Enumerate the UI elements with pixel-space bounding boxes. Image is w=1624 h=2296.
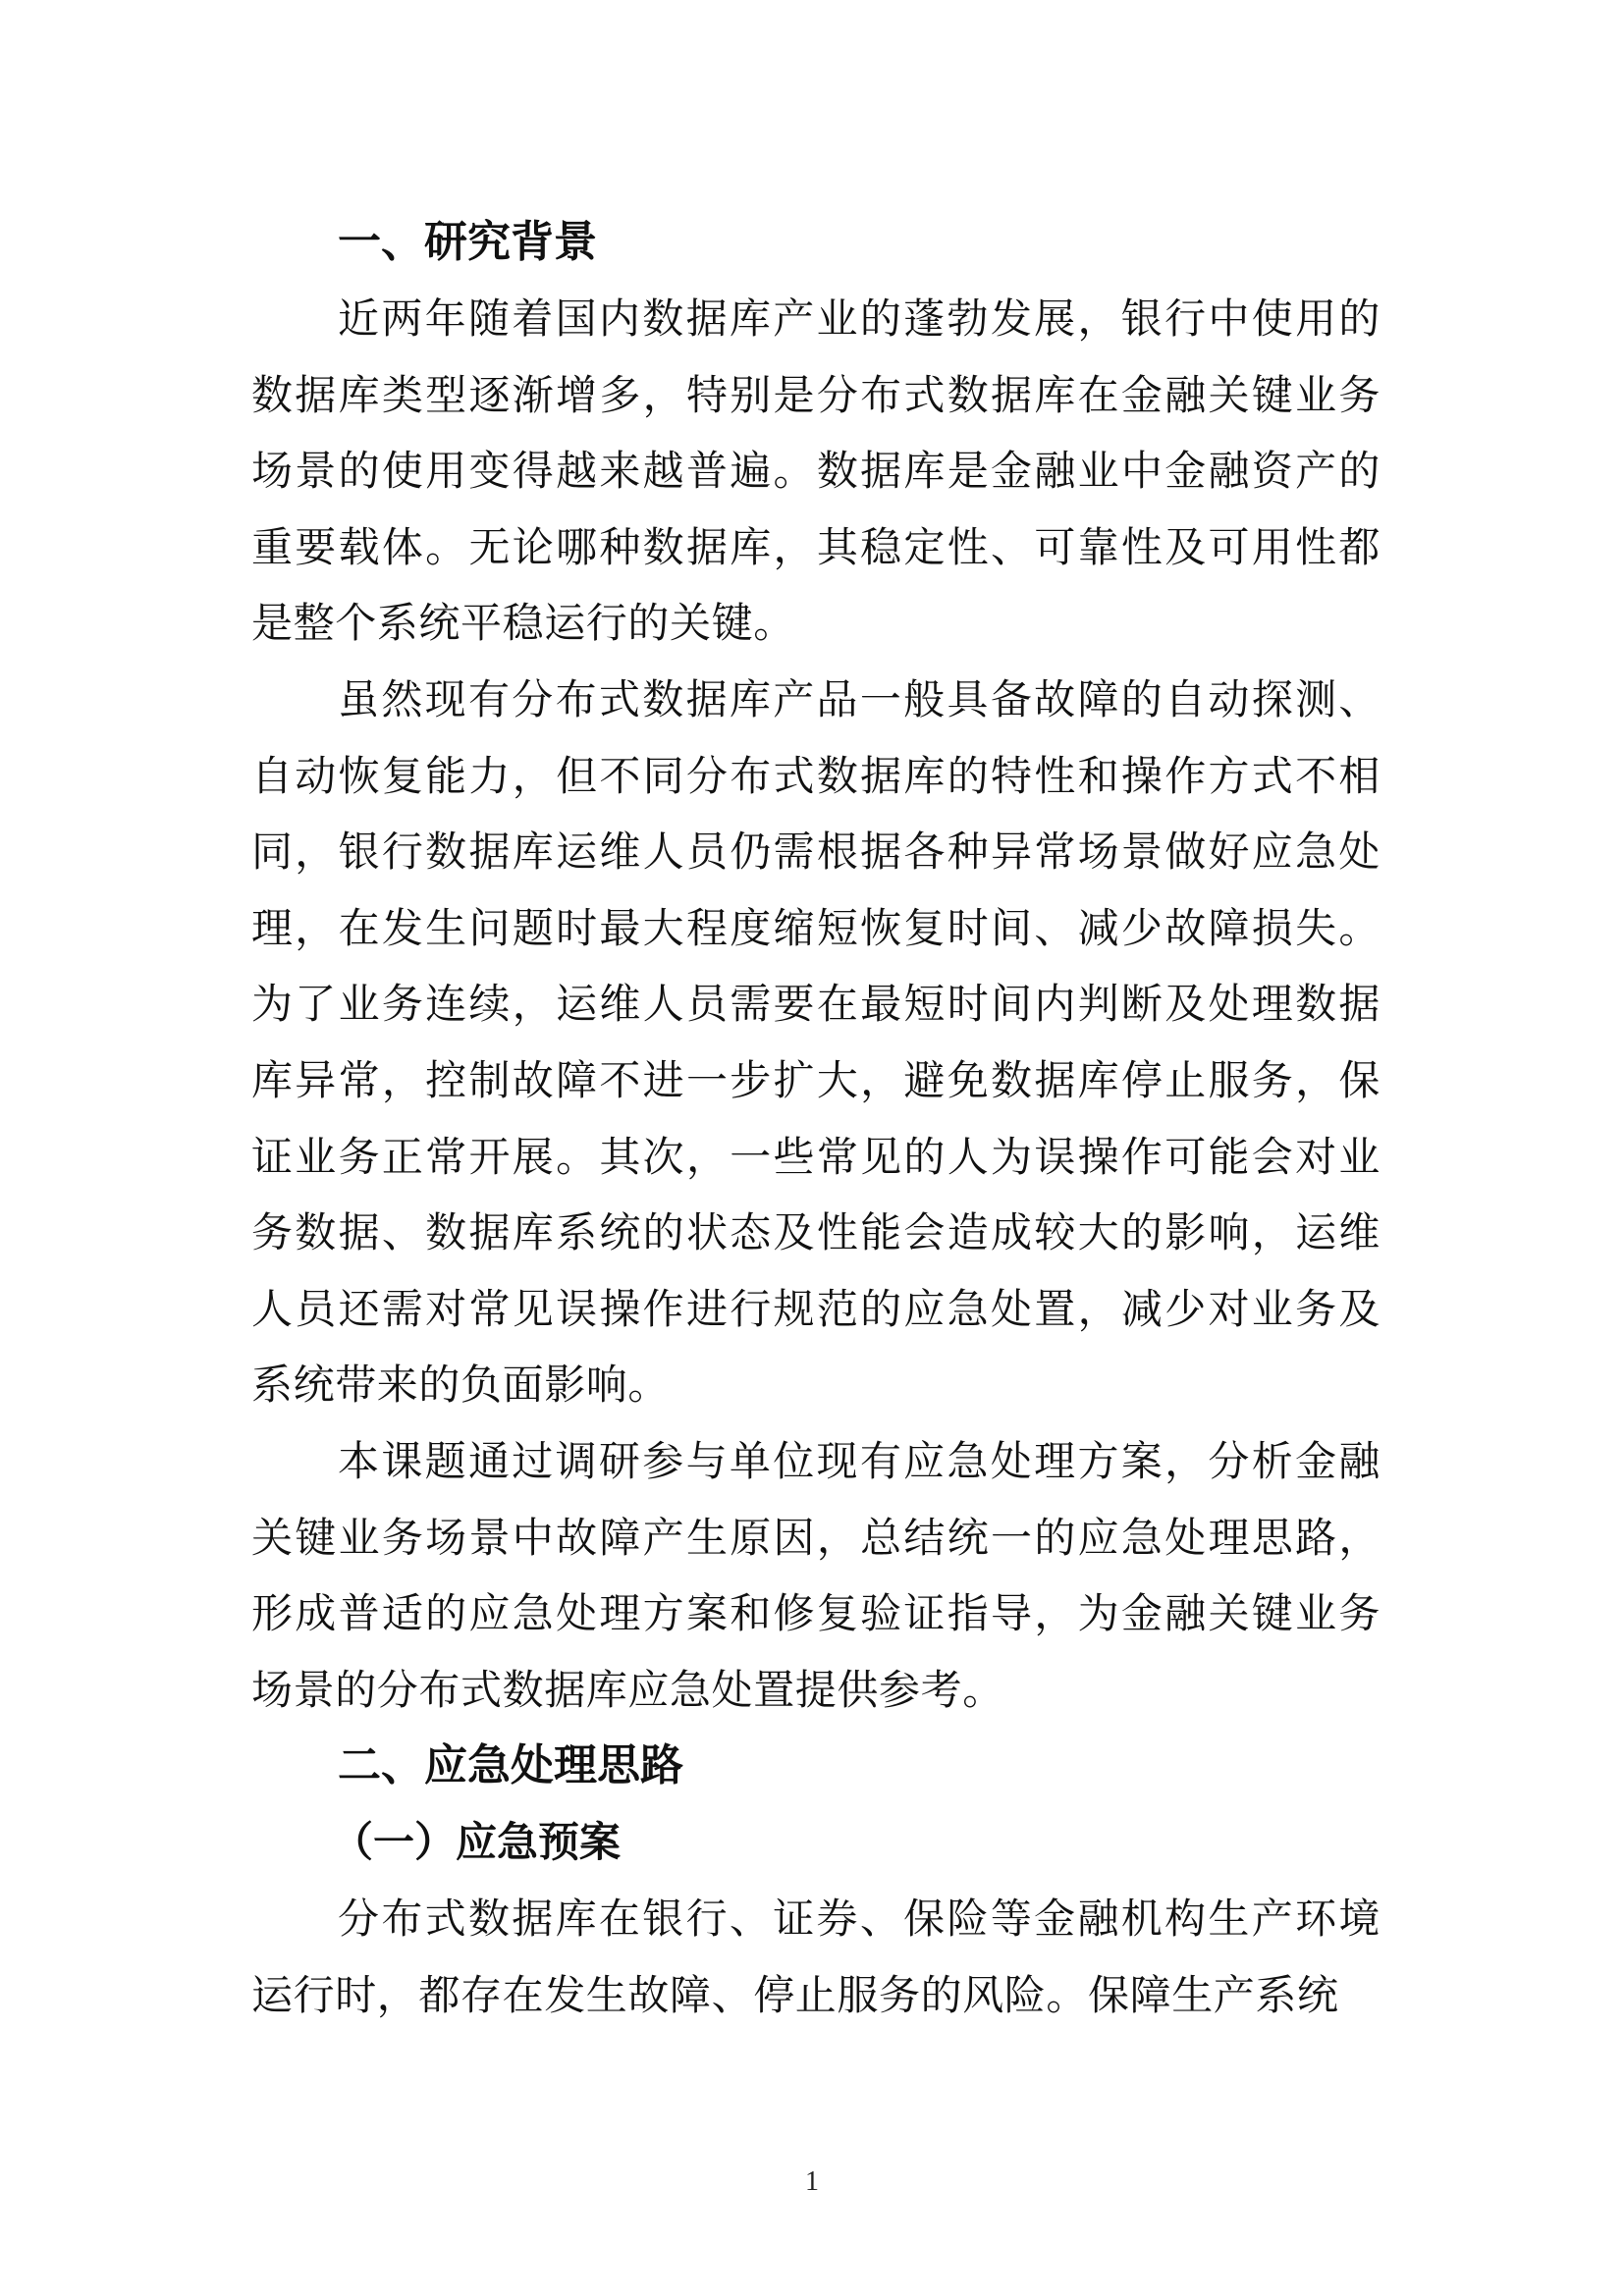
section-heading-emergency-approach: 二、应急处理思路 xyxy=(338,1740,683,1791)
paragraph: 分布式数据库在银行、证券、保险等金融机构生产环境运行时，都存在发生故障、停止服务的风险。保障生产系统 xyxy=(251,1895,1380,2019)
paragraph: 本课题通过调研参与单位现有应急处理方案，分析金融关键业务场景中故障产生原因，总结统一的应急处理思路，形成普适的应急处理方案和修复验证指导，为金融关键业务场景的分布式数据库应急处置提供参考。 xyxy=(251,1436,1380,1714)
document-body xyxy=(251,204,1380,2033)
paragraph: 虽然现有分布式数据库产品一般具备故障的自动探测、自动恢复能力，但不同分布式数据库的特性和操作方式不相同，银行数据库运维人员仍需根据各种异常场景做好应急处理，在发生问题时最大程度缩短恢复时间、减少故障损失。为了业务连续，运维人员需要在最短时间内判断及处理数据库异常，控制故障不进一步扩大，避免数据库停止服务，保证业务正常开展。其次，一些常见的人为误操作可能会对业务数据、数据库系统的状态及性能会造成较大的影响，运维人员还需对常见误操作进行规范的应急处置，减少对业务及系统带来的负面影响。 xyxy=(251,674,1380,1410)
page-number: 1 xyxy=(805,2166,819,2197)
section-heading-research-background: 一、研究背景 xyxy=(338,217,597,267)
subsection-heading-emergency-plan: （一）应急预案 xyxy=(332,1818,622,1867)
paragraph: 近两年随着国内数据库产业的蓬勃发展，银行中使用的数据库类型逐渐增多，特别是分布式数据库在金融关键业务场景的使用变得越来越普遍。数据库是金融业中金融资产的重要载体。无论哪种数据库，其稳定性、可靠性及可用性都是整个系统平稳运行的关键。 xyxy=(251,294,1380,648)
